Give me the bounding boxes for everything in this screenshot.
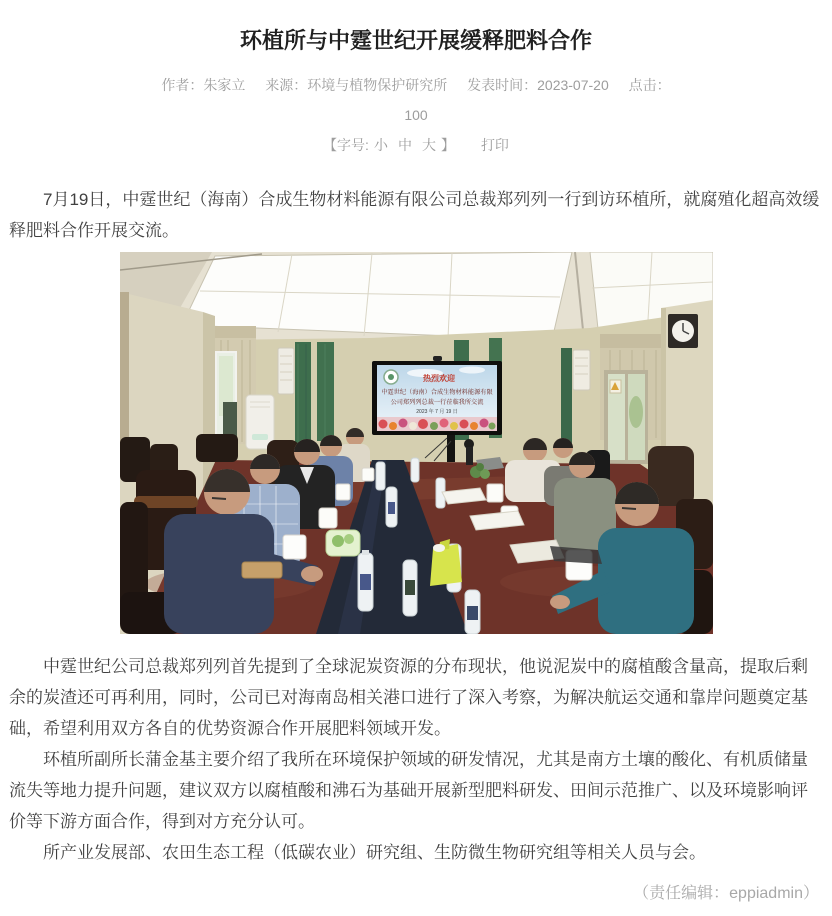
editor-note: （责任编辑：eppiadmin） [633, 885, 819, 902]
author-value: 朱家立 [203, 77, 246, 93]
fontsize-suffix: 】 [440, 137, 455, 153]
paragraph-1: 7月19日，中霆世纪（海南）合成生物材料能源有限公司总裁郑列列一行到访环植所，就腐殖化超高效缓释肥料合作开展交流。 [9, 190, 820, 240]
air-conditioner [246, 395, 274, 449]
meta-line [9, 70, 823, 100]
hits-value: 100 [404, 107, 428, 123]
slide-date-line: 2023 年 7 月 19 日 [415, 409, 458, 415]
slide-visit-line: 公司郑列列总裁一行莅临我所交流 [390, 399, 483, 406]
author-label: 作者： [161, 77, 204, 93]
fontsize-bar [9, 130, 823, 160]
page-title: 环植所与中霆世纪开展缓释肥料合作 [239, 28, 592, 53]
fontsize-small-link[interactable]: 小 [373, 137, 388, 153]
article-body [9, 184, 823, 908]
paragraph-3: 环植所副所长蒲金基主要介绍了我所在环境保护领域的研发情况，尤其是南方土壤的酸化、有机质储量流失等地力提升问题，建议双方以腐植酸和沸石为基础开展新型肥料研发、田间示范推广、以及环境影响评价等下游方面合作，得到对方充分认可。 [9, 750, 808, 831]
fontsize-large-link[interactable]: 大 [421, 137, 436, 153]
paragraph-4: 所产业发展部、农田生态工程（低碳农业）研究组、生防微生物研究组等相关人员与会。 [43, 843, 706, 862]
fontsize-medium-link[interactable]: 中 [397, 137, 412, 153]
article-meta [9, 70, 823, 130]
publish-date-value: 2023-07-20 [537, 77, 609, 93]
clock-icon [668, 314, 698, 348]
paragraph-2: 中霆世纪公司总裁郑列列首先提到了全球泥炭资源的分布现状，他说泥炭中的腐植酸含量高，提取后剩余的炭渣还可再利用，同时，公司已对海南岛相关港口进行了深入考察，为解决航运交通和靠岸问题奠定基础，希望利用双方各自的优势资源合作开展肥料领域开发。 [9, 657, 808, 738]
print-link[interactable]: 打印 [480, 137, 509, 153]
photo-container [9, 252, 823, 634]
publish-date-label: 发表时间： [467, 77, 538, 93]
slide-company-line: 中霆世纪（海南）合成生物材料能源有限 [380, 389, 493, 396]
source-label: 来源： [265, 77, 308, 93]
fontsize-prefix: 【字号: [323, 137, 369, 153]
article-photo [120, 252, 713, 634]
slide-welcome-line: 热烈欢迎 [422, 374, 455, 383]
hits-label: 点击： [628, 77, 671, 93]
source-value: 环境与植物保护研究所 [307, 77, 448, 93]
